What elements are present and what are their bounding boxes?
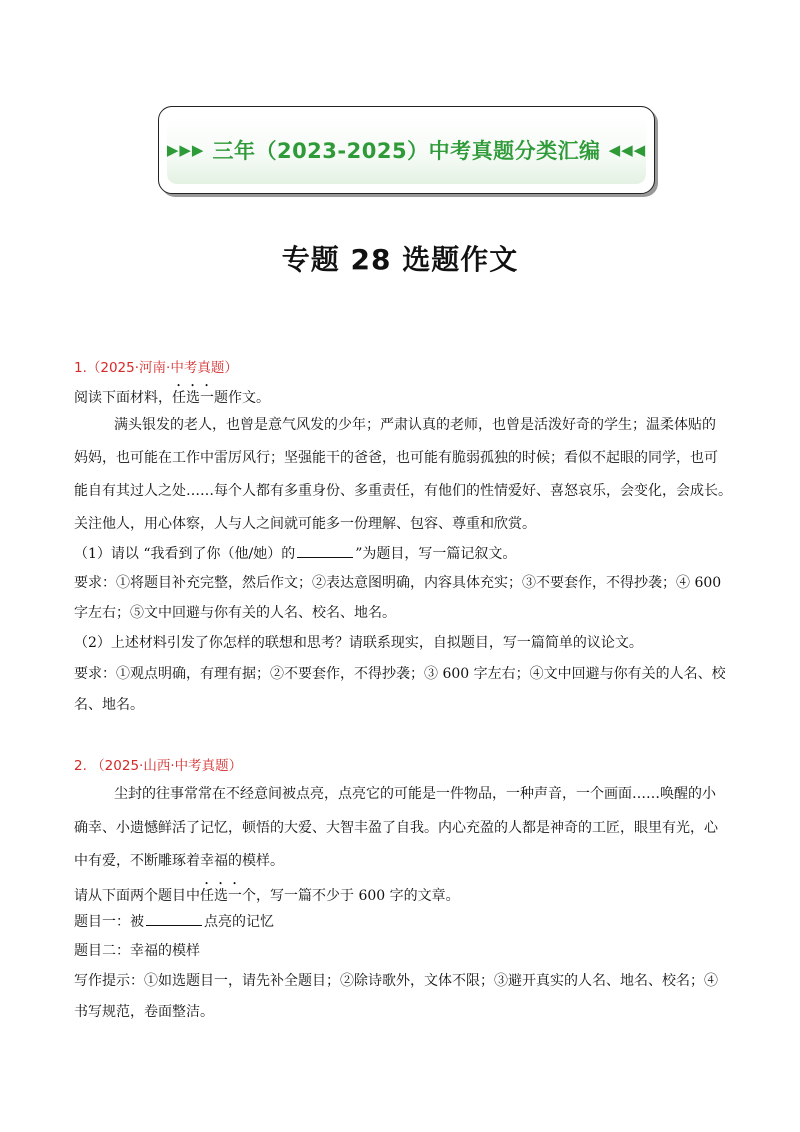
q2-material-line: 中有爱，不断雕琢着幸福的模样。 <box>74 853 284 869</box>
series-banner <box>158 106 655 194</box>
q1-intro <box>74 382 270 408</box>
series-banner-inner <box>167 116 646 184</box>
left-arrows-icon: ◀◀◀ <box>608 141 647 159</box>
q2-material-line: 尘封的往事常常在不经意间被点亮，点亮它的可能是一件物品，一种声音，一个画面……唤醒的小 <box>114 786 716 802</box>
q1-requirement2-line: 要求：①观点明确，有理有据；②不要套作，不得抄袭；③ 600 字左右；④文中回避与你有关的人名、校 <box>74 666 726 682</box>
q2-intro-before: 请从下面两个题目中 <box>74 888 200 904</box>
q1-material-line: 满头银发的老人，也曾是意气风发的少年；严肃认真的老师，也曾是活泼好奇的学生；温柔体贴的 <box>114 417 716 433</box>
q1-task1-blank <box>297 543 353 558</box>
q1-task1 <box>74 543 516 564</box>
q2-topic-two: 题目二：幸福的模样 <box>74 943 200 959</box>
q2-source: 2. （2025·山西·中考真题） <box>74 758 243 774</box>
q2-intro-emphasis: 任选一 <box>200 888 242 904</box>
q1-intro-before: 阅读下面材料， <box>74 390 172 406</box>
q2-tips-line: 书写规范，卷面整洁。 <box>74 1004 214 1020</box>
q1-intro-after: 题作文。 <box>214 390 270 406</box>
q2-topic-one <box>74 911 274 932</box>
q1-task2: （2）上述材料引发了你怎样的联想和思考？请联系现实，自拟题目，写一篇简单的议论文。 <box>74 635 643 651</box>
q2-intro <box>74 880 460 906</box>
q1-intro-emphasis: 任选一 <box>172 390 214 406</box>
q2-intro-after: 个，写一篇不少于 600 字的文章。 <box>242 888 460 904</box>
q1-material-line: 能自有其过人之处……每个人都有多重身份、多重责任，有他们的性情爱好、喜怒哀乐，会变化，会成长。 <box>74 483 732 499</box>
q1-material-line: 妈妈，也可能在工作中雷厉风行；坚强能干的爸爸，也可能有脆弱孤独的时候；看似不起眼的同学，也可 <box>74 450 718 466</box>
q1-task1-after: ”为题目，写一篇记叙文。 <box>355 546 517 562</box>
q2-topic-one-blank <box>146 911 202 926</box>
q2-tips-line: 写作提示：①如选题目一，请先补全题目；②除诗歌外，文体不限；③避开真实的人名、地名、校名；④ <box>74 973 718 989</box>
q1-requirement-line: 字左右；⑤文中回避与你有关的人名、校名、地名。 <box>74 605 396 621</box>
q2-topic-one-before: 题目一：被 <box>74 914 144 930</box>
right-arrows-icon: ▶▶▶ <box>166 141 205 159</box>
q1-requirement-line: 要求：①将题目补充完整，然后作文；②表达意图明确，内容具体充实；③不要套作，不得抄袭；④ 600 <box>74 575 722 591</box>
page-title: 专题 28 选题作文 <box>281 243 519 276</box>
q2-topic-one-after: 点亮的记忆 <box>204 914 274 930</box>
q1-task1-before: （1）请以 “我看到了你（他/她）的 <box>74 546 296 562</box>
q1-requirement2-line: 名、地名。 <box>74 697 144 713</box>
q1-material-line: 关注他人，用心体察，人与人之间就可能多一份理解、包容、尊重和欣赏。 <box>74 516 536 532</box>
q2-material-line: 确幸、小遗憾鲜活了记忆，顿悟的大爱、大智丰盈了自我。内心充盈的人都是神奇的工匠，眼里有光，心 <box>74 820 718 836</box>
series-banner-text: 三年（2023-2025）中考真题分类汇编 <box>212 139 601 163</box>
q1-source: 1.（2025·河南·中考真题） <box>74 360 238 376</box>
